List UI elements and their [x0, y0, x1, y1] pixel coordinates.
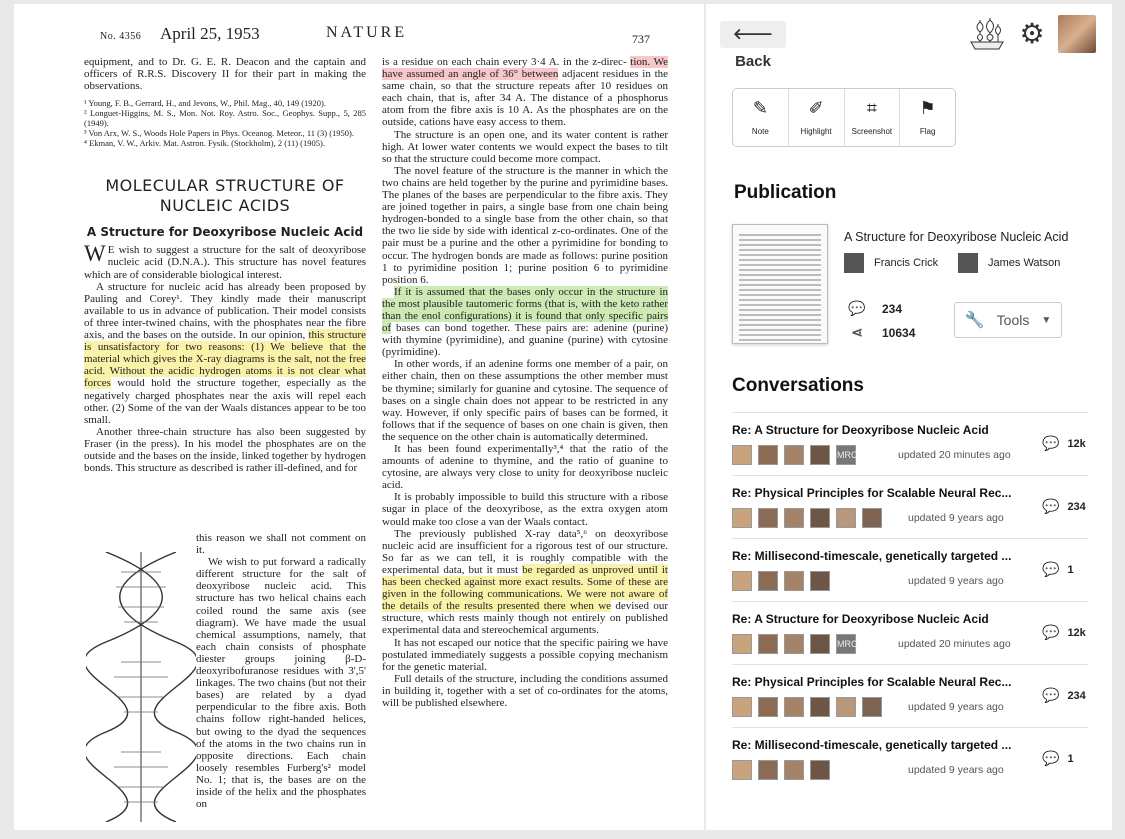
author-name: Francis Crick: [874, 257, 939, 269]
paragraph: If it is assumed that the bases only occur in the structure in the most plausible tautomeric forms (that is, with the keto rather than the enol configurations) it is found that only specific pairs of bases can bond together. These pairs are: adenine (purine) with thymine (pyrimidine), and guanine (purine) with cytosine (pyrimidine).: [382, 285, 668, 359]
avatar[interactable]: [758, 760, 778, 780]
updated-time: updated 9 years ago: [908, 701, 1004, 713]
reply-count: 💬 1: [1042, 750, 1074, 766]
paragraph: The novel feature of the structure is the manner in which the two chains are held together by the purine and pyrimidine bases. The planes of the bases are perpendicular to the fibre axis. They are joined together in pairs, a single base from one chain being hydrogen-bonded to a single base from the other chain, so that the two lie side by side with identical z-co-ordinates. One of the pair must be a purine and the other a pyrimidine for bonding to occur. The hydrogen bonds are made as follows: purine position 1 to pyrimidine position 1; purine position 6 to pyrimidine position 6.: [382, 164, 668, 286]
screenshot-button[interactable]: [845, 89, 901, 146]
conversation-title[interactable]: Re: Millisecond-timescale, genetically targeted ...: [732, 549, 1012, 563]
avatar[interactable]: [810, 508, 830, 528]
comment-icon: 💬: [1042, 561, 1060, 577]
issue-number: No. 4356: [100, 31, 142, 42]
avatar[interactable]: [732, 571, 752, 591]
tool-label: Highlight: [800, 127, 832, 136]
tool-label: Note: [751, 127, 769, 136]
participant-avatars: [732, 760, 836, 780]
conversation-item[interactable]: [732, 412, 1088, 475]
paragraph: The structure is an open one, and its water content is rather high. At lower water contents we would expect the bases to tilt so that the structure could become more compact.: [382, 128, 668, 165]
paragraph: In other words, if an adenine forms one member of a pair, on either chain, then on these assumptions the other member must be thymine; similarly for guanine and cytosine. The sequence of bases on a single chain does not appear to be restricted in any way. However, if only specific pairs of bases can be formed, it follows that if the sequence of bases on one chain is given, then the sequence on the other chain is automatically determined.: [382, 358, 668, 443]
conversation-item[interactable]: [732, 727, 1088, 790]
comment-icon: 💬: [1042, 750, 1060, 766]
crop-icon: ⌗: [866, 98, 877, 118]
updated-time: updated 20 minutes ago: [898, 638, 1011, 650]
share-icon: ⋖: [851, 324, 863, 340]
participant-avatars: [732, 571, 836, 591]
avatar[interactable]: [810, 571, 830, 591]
comment-icon: 💬: [1042, 435, 1060, 451]
share-count: ⋖ 10634: [848, 324, 915, 341]
comment-icon: 💬: [1042, 624, 1060, 640]
avatar[interactable]: [784, 634, 804, 654]
avatar[interactable]: [784, 697, 804, 717]
paragraph: It has been found experimentally³,⁴ that the ratio of the amounts of adenine to thymine, and the ratio of guanine to cytosine, are always very close to unity for deoxyribose nucleic acid.: [382, 443, 668, 492]
participant-avatars: [732, 445, 862, 465]
author[interactable]: [958, 253, 1060, 273]
arrow-left-icon: 🡐: [732, 26, 774, 43]
paragraph: is a residue on each chain every 3·4 A. in the z-direc- tion. We have assumed an angle of 36° between adjacent residues in the same chain, so that the structure repeats after 10 residues on each chain, that is, after 34 A. The distance of a phosphorus atom from the fibre axis is 10 A. As the phosphates are on the outside, cations have easy access to them.: [382, 56, 669, 129]
highlighter-icon: ✐: [808, 98, 824, 118]
page-number: 737: [632, 32, 650, 46]
author[interactable]: [844, 253, 938, 273]
avatar[interactable]: [758, 445, 778, 465]
text-column-right: [382, 56, 668, 709]
avatar[interactable]: [836, 697, 856, 717]
avatar[interactable]: [758, 571, 778, 591]
gear-icon[interactable]: ⚙: [1019, 18, 1045, 49]
reply-count: 💬 12k: [1042, 624, 1086, 640]
updated-time: updated 9 years ago: [908, 764, 1004, 776]
highlight-yellow[interactable]: be regarded as unproved until it has been checked against more exact results. Some of these are given in the following communications. We were not aware of the details of the results presented there when we: [382, 563, 668, 613]
participant-avatars: [732, 697, 888, 717]
conversation-list: [732, 412, 1088, 790]
comment-count: 💬 234: [848, 300, 903, 316]
updated-time: updated 9 years ago: [908, 575, 1004, 587]
publication-thumbnail[interactable]: [732, 224, 828, 344]
side-panel: [706, 4, 1112, 830]
conversation-title[interactable]: Re: Physical Principles for Scalable Neural Rec...: [732, 675, 1012, 689]
avatar[interactable]: [758, 508, 778, 528]
reference: ³ Von Arx, W. S., Woods Hole Papers in Phys. Oceanog. Meteor., 11 (3) (1950).: [84, 128, 354, 139]
avatar[interactable]: [732, 634, 752, 654]
avatar[interactable]: [810, 634, 830, 654]
paragraph: It is probably impossible to build this structure with a ribose sugar in place of the deoxyribose, as the extra oxygen atom would make too close a van der Waals contact.: [382, 491, 668, 528]
avatar[interactable]: [732, 508, 752, 528]
avatar[interactable]: [784, 760, 804, 780]
conversation-title[interactable]: Re: Physical Principles for Scalable Neural Rec...: [732, 486, 1012, 500]
paragraph: Another three-chain structure has also been suggested by Fraser (in the press). In his model the phosphates are on the outside and the bases on the inside, linked together by hydrogen bonds. This structure as described is rather ill-defined, and for: [84, 425, 366, 475]
avatar[interactable]: [784, 445, 804, 465]
tool-label: Flag: [919, 127, 936, 136]
dna-helix-diagram: [86, 552, 196, 822]
reply-count: 💬 234: [1042, 687, 1086, 703]
mrc-logo: MRC: [836, 634, 856, 654]
conversations-heading: Conversations: [732, 375, 864, 396]
participant-avatars: [732, 508, 888, 528]
conversation-title[interactable]: Re: A Structure for Deoxyribose Nucleic Acid: [732, 612, 989, 626]
reply-count: 💬 12k: [1042, 435, 1086, 451]
reference: ¹ Young, F. B., Gerrard, H., and Jevons, W., Phil. Mag., 40, 149 (1920).: [84, 98, 326, 109]
back-button[interactable]: 🡐 Back: [720, 21, 786, 48]
reference: ⁴ Ekman, V. W., Arkiv. Mat. Astron. Fysik. (Stockholm), 2 (11) (1905).: [84, 138, 325, 149]
page-header: [14, 24, 704, 48]
avatar[interactable]: [784, 571, 804, 591]
publication-heading: Publication: [734, 182, 837, 203]
highlight-button[interactable]: [789, 89, 845, 146]
updated-time: updated 20 minutes ago: [898, 449, 1011, 461]
avatar[interactable]: [862, 508, 882, 528]
avatar[interactable]: [732, 697, 752, 717]
conversation-item[interactable]: [732, 664, 1088, 727]
article-title: MOLECULAR STRUCTURE OF NUCLEIC ACIDS: [105, 176, 345, 216]
user-avatar[interactable]: [1058, 15, 1096, 53]
journal-name: NATURE: [326, 24, 408, 41]
author-avatar: [958, 253, 978, 273]
tools-dropdown[interactable]: 🔧 Tools ▼: [954, 302, 1062, 338]
ship-icon[interactable]: [968, 16, 1006, 52]
paragraph: A structure for nucleic acid has already been proposed by Pauling and Corey¹. They kindly made their manuscript available to us in advance of publication. Their model consists of three inter-twined chains, with the phosphates near the fibre axis, and the bases on the outside. In our opinion, this structure is unsatisfactory for two reasons: (1) We believe that the material which gives the X-ray diagrams is the salt, not the free acid. Without the acidic hydrogen atoms it is not clear what forces would hold the structure together, especially as the negatively charged phosphates near the axis will repel each other. (2) Some of the van der Waals distances appear to be too small.: [84, 280, 366, 426]
avatar[interactable]: [862, 697, 882, 717]
avatar[interactable]: [836, 508, 856, 528]
paragraph: It has not escaped our notice that the specific pairing we have postulated immediately suggests a possible copying mechanism for the genetic material.: [382, 636, 668, 673]
publication-title[interactable]: A Structure for Deoxyribose Nucleic Acid: [844, 230, 1069, 244]
issue-date: April 25, 1953: [160, 24, 260, 43]
flag-button[interactable]: [900, 89, 955, 146]
paragraph: The previously published X-ray data⁵,⁶ on deoxyribose nucleic acid are insufficient for a rigorous test of our structure. So far as we can tell, it is roughly compatible with the experimental data, but it must be regarded as unproved until it has been checked against more exact results. Some of these are given in the following communications. We were not aware of the details of the results presented there when we devised our structure, which rests mainly though not entirely on published experimental data and stereochemical arguments.: [382, 527, 668, 637]
avatar[interactable]: [758, 697, 778, 717]
note-button[interactable]: [733, 89, 789, 146]
caret-down-icon: ▼: [1041, 314, 1052, 326]
conversation-title[interactable]: Re: A Structure for Deoxyribose Nucleic Acid: [732, 423, 989, 437]
paragraph: W E wish to suggest a structure for the salt of deoxyribose nucleic acid (D.N.A.). This structure has novel features which are of considerable biological interest.: [84, 241, 366, 281]
references: [84, 98, 366, 148]
highlight-yellow[interactable]: this structure is unsatisfactory for two reasons: (1) We believe that the material which gives the X-ray diagrams is the salt, not the free acid. Without the acidic hydrogen atoms it is not clear what forces: [84, 329, 366, 390]
article-subtitle: A Structure for Deoxyribose Nucleic Acid: [86, 225, 364, 240]
avatar[interactable]: [758, 634, 778, 654]
avatar[interactable]: [784, 508, 804, 528]
conversation-item[interactable]: [732, 475, 1088, 538]
avatar[interactable]: [810, 697, 830, 717]
paragraph: Full details of the structure, including the conditions assumed in building it, together with a set of co-ordinates for the atoms, will be published elsewhere.: [382, 672, 668, 709]
reference: ² Longuet-Higgins, M. S., Mon. Not. Roy. Astro. Soc., Geophys. Supp., 5, 285 (1949).: [84, 108, 366, 129]
text-column-left-lower: [196, 532, 366, 810]
author-avatar: [844, 253, 864, 273]
note-edit-icon: ✎: [752, 98, 768, 118]
comment-icon: 💬: [1042, 687, 1060, 703]
conversation-item[interactable]: [732, 538, 1088, 601]
updated-time: updated 9 years ago: [908, 512, 1004, 524]
mrc-logo: MRC: [836, 445, 856, 465]
author-name: James Watson: [988, 257, 1061, 269]
comment-icon: 💬: [1042, 498, 1060, 514]
conversation-item[interactable]: [732, 601, 1088, 664]
tool-label: Screenshot: [851, 127, 893, 136]
comment-icon: 💬: [848, 300, 866, 316]
avatar[interactable]: [810, 445, 830, 465]
highlight-green[interactable]: If it is assumed that the bases only occur in the structure in the most plausible tautomeric forms (that is, with the keto rather than the enol configurations) it is found that only specific pairs of: [382, 285, 668, 335]
avatar[interactable]: [732, 445, 752, 465]
avatar[interactable]: [732, 760, 752, 780]
flag-icon: ⚑: [919, 98, 936, 118]
paragraph: We wish to put forward a radically different structure for the salt of deoxyribose nucleic acid. This structure has two helical chains each coiled round the same axis (see diagram). We have made the usual chemical assumptions, namely, that each chain consists of phosphate diester groups joining β-D-deoxyribofuranose residues with 3',5' linkages. The two chains (but not their bases) are related by a dyad perpendicular to the fibre axis. Both chains follow right-handed helices, but owing to the dyad the sequences of the atoms in the two chains run in opposite directions. Each chain loosely resembles Furberg's² model No. 1; that is, the bases are on the inside of the helix and the phosphates on: [196, 556, 366, 811]
reply-count: 💬 234: [1042, 498, 1086, 514]
highlight-red[interactable]: tion. We have assumed an angle of 36° between: [382, 56, 668, 81]
paragraph: equipment, and to Dr. G. E. R. Deacon and the captain and officers of R.R.S. Discovery II for their part in making the observations.: [84, 56, 366, 93]
wrench-icon: 🔧: [964, 312, 985, 329]
document-viewer[interactable]: [14, 4, 704, 830]
avatar[interactable]: [810, 760, 830, 780]
drop-cap: W: [84, 241, 106, 267]
text-column-left: [84, 56, 366, 474]
reply-count: 💬 1: [1042, 561, 1074, 577]
participant-avatars: [732, 634, 862, 654]
annotation-toolbar: [732, 88, 956, 147]
conversation-title[interactable]: Re: Millisecond-timescale, genetically targeted ...: [732, 738, 1012, 752]
paragraph: this reason we shall not comment on it.: [196, 532, 366, 557]
